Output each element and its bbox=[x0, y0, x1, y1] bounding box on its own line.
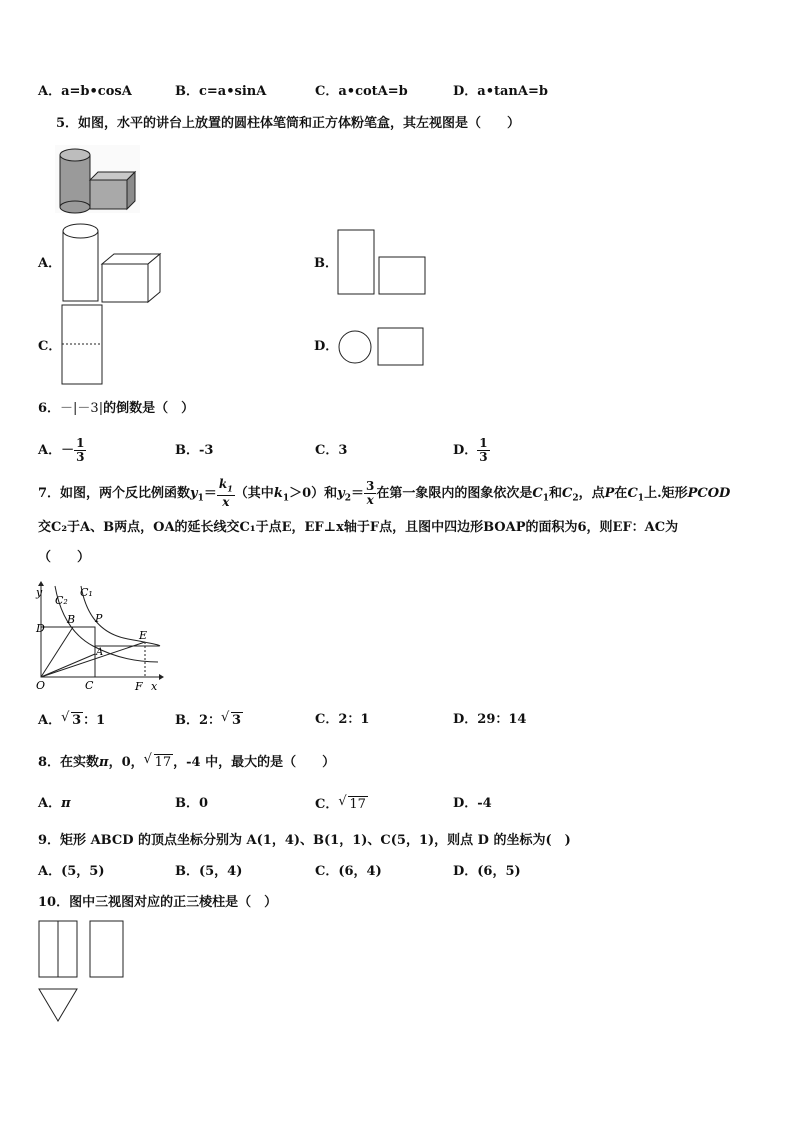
q10-stem: 10．图中三视图对应的正三棱柱是（ ） bbox=[38, 895, 278, 910]
q7-text-a: 7．如图，两个反比例函数 bbox=[38, 486, 191, 501]
q7-c1b-sub: 1 bbox=[637, 493, 645, 504]
q7-text-d: 在第一象限内的图象依次是 bbox=[376, 486, 533, 501]
q5-option-b-label: B． bbox=[314, 256, 338, 271]
q8-text-c: ，-4 中，最大的是（ ） bbox=[173, 755, 336, 770]
q8-option-d: D．-4 bbox=[453, 796, 492, 811]
q9-option-d: D．(6，5) bbox=[453, 864, 521, 879]
q6-suffix: 的倒数是（ ） bbox=[103, 401, 195, 416]
q7-3-num: 3 bbox=[365, 479, 375, 493]
q7-k-num: $k_1$ bbox=[217, 478, 235, 496]
fig-label-b: B bbox=[67, 613, 76, 626]
q6-option-a-label: A． bbox=[38, 443, 62, 458]
q7-y2-sub: 2 bbox=[344, 493, 351, 504]
q5-option-d-figure bbox=[338, 326, 426, 368]
q7-text-e: 和 bbox=[548, 486, 562, 501]
q6-option-a-sign: － bbox=[61, 443, 75, 458]
q7-y1: y bbox=[190, 486, 198, 501]
q6-option-d-label: D． bbox=[453, 443, 478, 458]
q6-stem bbox=[38, 401, 194, 417]
q7-option-d: D．29：14 bbox=[453, 712, 527, 727]
q8-option-a bbox=[38, 796, 71, 812]
fig-label-c: C bbox=[85, 679, 94, 692]
x-axis-arrow-icon bbox=[159, 674, 164, 680]
q8-option-c bbox=[315, 796, 368, 813]
q6-expression: －|－3| bbox=[60, 401, 104, 416]
q7-3-den: x bbox=[366, 493, 374, 507]
q6-option-d-fraction bbox=[477, 437, 489, 464]
q7-text-g: 在 bbox=[614, 486, 628, 501]
q6-option-a-denominator: 3 bbox=[76, 450, 85, 464]
q8-option-b: B．0 bbox=[175, 796, 209, 811]
q4-option-a: A．a=b•cosA bbox=[38, 84, 132, 99]
q7-y2: y bbox=[337, 486, 345, 501]
q5-stem: 5．如图，水平的讲台上放置的圆柱体笔筒和正方体粉笔盒，其左视图是（ ） bbox=[56, 116, 521, 131]
q7-eq2: ＝ bbox=[350, 486, 364, 501]
q7-c2: C bbox=[562, 486, 573, 501]
fig-label-e: E bbox=[139, 629, 148, 642]
q7-option-a-label: A． bbox=[38, 713, 62, 728]
q7-option-a-rest: ：1 bbox=[83, 713, 106, 728]
q5-option-b-figure bbox=[337, 229, 427, 296]
q7-k1: k bbox=[273, 486, 283, 501]
q7-option-b-label: B．2： bbox=[175, 713, 222, 728]
q7-option-a bbox=[38, 712, 105, 729]
q6-option-b: B．-3 bbox=[175, 443, 214, 458]
q5-option-c-label: C． bbox=[38, 339, 62, 354]
q7-pcod: PCOD bbox=[687, 486, 731, 501]
q4-option-b: B．c=a•sinA bbox=[175, 84, 267, 99]
q7-stem-line2: 交C₂于A、B两点，OA的延长线交C₁于点E，EF⊥x轴于F点，且图中四边形BOAP的面积为6，则EF：AC为 bbox=[38, 520, 679, 535]
q7-k-den: x bbox=[222, 495, 230, 510]
q6-option-c: C．3 bbox=[315, 443, 348, 458]
q7-text-c: ＞0）和 bbox=[289, 486, 338, 501]
q8-option-c-sqrt: √ 17 bbox=[348, 796, 368, 813]
fig-label-y: y bbox=[36, 586, 43, 599]
fig-label-d: D bbox=[36, 622, 45, 635]
fig-label-x: x bbox=[151, 680, 158, 693]
q7-y1-sub: 1 bbox=[197, 493, 204, 504]
fig-label-p: P bbox=[95, 612, 103, 625]
q7-option-c: C．2：1 bbox=[315, 712, 370, 727]
q7-fraction-k bbox=[217, 478, 235, 509]
q5-option-d-label: D． bbox=[314, 339, 339, 354]
q7-text-b: （其中 bbox=[234, 486, 274, 501]
q8-option-a-pi: π bbox=[61, 796, 71, 811]
q7-k1-sub: 1 bbox=[282, 493, 290, 504]
q7-option-b bbox=[175, 712, 243, 729]
q7-p: P bbox=[604, 486, 615, 501]
q6-option-d-denominator: 3 bbox=[479, 450, 488, 464]
fig-label-f: F bbox=[135, 680, 143, 693]
fig-label-a: A bbox=[96, 647, 104, 658]
q8-stem bbox=[38, 754, 335, 771]
q6-option-a-fraction bbox=[74, 437, 86, 464]
q8-text-a: 8．在实数 bbox=[38, 755, 100, 770]
q5-option-c-figure bbox=[61, 304, 103, 385]
q7-fraction-3 bbox=[364, 480, 376, 507]
q7-eq1: ＝ bbox=[203, 486, 217, 501]
q6-option-a-numerator: 1 bbox=[76, 436, 85, 450]
q8-pi: π bbox=[99, 755, 109, 770]
q5-option-a-figure bbox=[60, 222, 162, 304]
q7-c1b: C bbox=[627, 486, 638, 501]
q8-option-c-label: C． bbox=[315, 797, 339, 812]
q9-option-b: B．(5，4) bbox=[175, 864, 243, 879]
q6-option-a bbox=[38, 433, 86, 469]
q7-figure bbox=[33, 582, 163, 694]
q4-option-d: D．a•tanA=b bbox=[453, 84, 548, 99]
q4-option-c: C．a•cotA=b bbox=[315, 84, 408, 99]
q8-text-b: ，0， bbox=[108, 755, 144, 770]
q7-text-h: 上.矩形 bbox=[644, 486, 688, 501]
q6-option-d-numerator: 1 bbox=[479, 436, 488, 450]
q7-stem-line1 bbox=[38, 476, 730, 517]
fig-label-o: O bbox=[36, 679, 46, 692]
q7-option-a-sqrt: √ 3 bbox=[71, 712, 83, 729]
q9-stem: 9．矩形 ABCD 的顶点坐标分别为 A(1，4)、B(1，1)、C(5，1)，则点 D 的坐标为( ) bbox=[38, 833, 571, 848]
q7-c2-sub: 2 bbox=[572, 493, 579, 504]
q9-option-a: A．(5，5) bbox=[38, 864, 105, 879]
q9-option-c: C．(6，4) bbox=[315, 864, 382, 879]
fig-label-c2: C₂ bbox=[55, 594, 68, 607]
q8-option-a-label: A． bbox=[38, 796, 62, 811]
q7-option-b-sqrt: √ 3 bbox=[231, 712, 243, 729]
q6-option-d bbox=[453, 433, 490, 469]
q7-text-f: ，点 bbox=[578, 486, 605, 501]
q5-option-a-label: A． bbox=[38, 256, 62, 271]
q7-c1: C bbox=[532, 486, 543, 501]
q8-sqrt: √ 17 bbox=[154, 754, 174, 771]
q7-c1-sub: 1 bbox=[542, 493, 549, 504]
fig-label-c1: C₁ bbox=[80, 586, 93, 599]
q6-prefix: 6． bbox=[38, 401, 61, 416]
q7-stem-line3: （ ） bbox=[38, 550, 91, 565]
q5-stem-figure bbox=[55, 145, 140, 213]
q10-three-views-figure bbox=[36, 918, 128, 1024]
